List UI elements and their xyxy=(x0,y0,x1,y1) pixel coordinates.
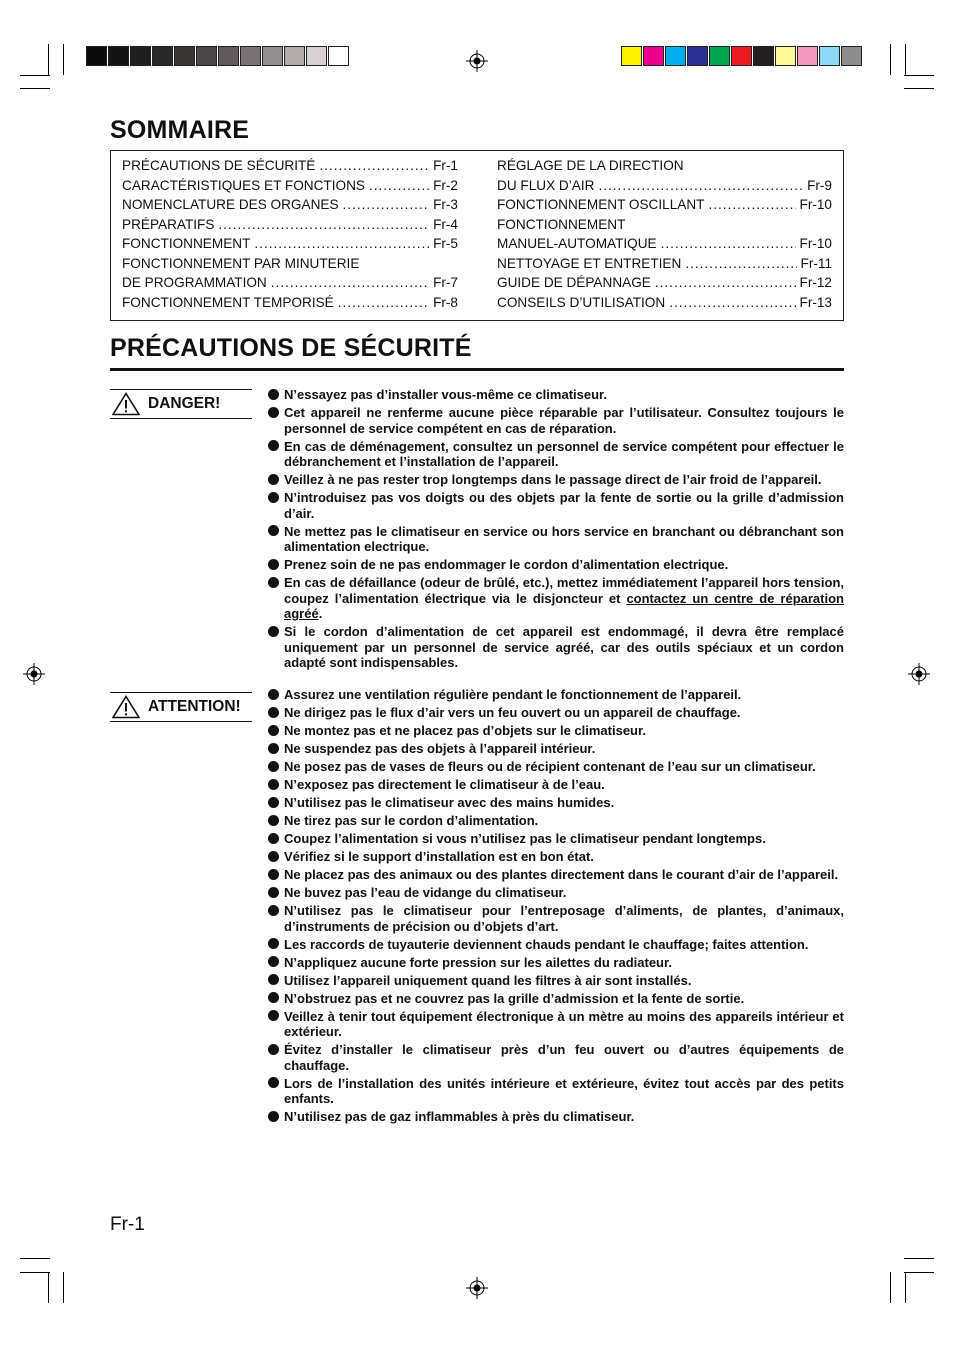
toc-entry xyxy=(122,178,458,198)
toc-entry-page: Fr-10 xyxy=(799,236,832,251)
bullet-item xyxy=(268,973,844,989)
bullet-item-text: Ne mettez pas le climatiseur en service ou hors service en branchant ou débranchant son alimentation electrique. xyxy=(284,523,844,554)
bullet-item xyxy=(268,624,844,671)
gray-color-bar xyxy=(86,46,350,66)
color-swatch xyxy=(709,46,730,66)
toc-entry-title: MANUEL-AUTOMATIQUE xyxy=(497,236,657,251)
toc-leader-dots xyxy=(669,295,795,310)
color-swatch xyxy=(797,46,818,66)
bullet-item: En cas de défaillance (odeur de brûlé, etc.), mettez immédiatement l’appareil hors tension, coupez l’alimentation électrique via le disjoncteur et contactez un centre de réparation agréé. xyxy=(268,575,844,622)
bullet-item-text: Utilisez l’appareil uniquement quand les filtres à air sont installés. xyxy=(284,972,692,988)
bullet-item-text: En cas de défaillance (odeur de brûlé, etc.), mettez immédiatement l’appareil hors tension, coupez l’alimentation électrique via le disjoncteur et xyxy=(284,575,844,606)
toc-entry xyxy=(497,158,832,178)
registration-mark-icon xyxy=(466,50,488,72)
bullet-item xyxy=(268,903,844,934)
bullet-item-text: Ne tirez pas sur le cordon d’alimentation. xyxy=(284,813,539,828)
toc-entry xyxy=(122,256,458,276)
bullet-item-text: N’appliquez aucune forte pression sur les ailettes du radiateur. xyxy=(284,954,672,970)
bullet-item-text: Si le cordon d’alimentation de cet appareil est endommagé, il devra être remplacé uniquement par un personnel de service agréé, car des outils spéciaux et un cordon adapté sont indispensables. xyxy=(284,624,844,670)
bullet-item-text: Vérifiez si le support d’installation est en bon état. xyxy=(284,849,594,864)
registration-mark-icon xyxy=(23,663,45,685)
bullet-item-text: Lors de l’installation des unités intérieure et extérieure, évitez tout accès par des petits enfants. xyxy=(284,1075,844,1106)
toc-entry-page: Fr-11 xyxy=(800,255,832,271)
toc-entry xyxy=(122,158,458,178)
toc-entry xyxy=(497,178,832,198)
toc-entry-title: NOMENCLATURE DES ORGANES xyxy=(122,197,339,212)
table-of-contents xyxy=(110,150,844,321)
bullet-item xyxy=(268,867,844,883)
bullet-item xyxy=(268,759,844,775)
bullet-item-text: Prenez soin de ne pas endommager le cordon d’alimentation electrique. xyxy=(284,557,729,572)
toc-leader-dots xyxy=(655,275,796,290)
attention-list xyxy=(268,687,844,1127)
bullet-item-text: N’introduisez pas vos doigts ou des objets par la fente de sortie ou la grille d’admission d’air. xyxy=(284,490,844,521)
toc-entry-title: FONCTIONNEMENT OSCILLANT xyxy=(497,197,705,212)
color-swatch xyxy=(753,46,774,66)
toc-right-column xyxy=(497,158,832,314)
toc-entry xyxy=(497,275,832,295)
color-swatch xyxy=(218,46,239,66)
toc-leader-dots xyxy=(218,217,429,232)
registration-mark-icon xyxy=(466,1277,488,1299)
bullet-item xyxy=(268,937,844,953)
toc-entry-page: Fr-4 xyxy=(433,216,458,232)
color-swatch xyxy=(108,46,129,66)
toc-leader-dots xyxy=(598,178,803,193)
color-swatch xyxy=(306,46,327,66)
bullet-item xyxy=(268,687,844,703)
toc-leader-dots xyxy=(338,295,429,310)
bullet-item-text: N’utilisez pas le climatiseur avec des mains humides. xyxy=(284,795,615,810)
toc-leader-dots xyxy=(369,178,429,193)
bullet-item xyxy=(268,1109,844,1125)
bullet-item xyxy=(268,813,844,829)
bullet-item xyxy=(268,490,844,521)
sommaire-title: SOMMAIRE xyxy=(110,116,250,144)
toc-entry-page: Fr-1 xyxy=(433,158,458,173)
color-swatch xyxy=(621,46,642,66)
bullet-item xyxy=(268,524,844,555)
color-swatch xyxy=(687,46,708,66)
toc-entry xyxy=(497,236,832,256)
toc-entry-page: Fr-3 xyxy=(433,197,458,212)
bullet-item-text: Ne buvez pas l’eau de vidange du climatiseur. xyxy=(284,885,567,900)
attention-label xyxy=(110,692,252,722)
toc-entry xyxy=(122,236,458,256)
toc-leader-dots xyxy=(343,197,430,212)
toc-entry-page: Fr-5 xyxy=(433,236,458,251)
toc-entry-title: FONCTIONNEMENT PAR MINUTERIE xyxy=(122,255,360,271)
toc-entry-page: Fr-13 xyxy=(799,294,832,310)
registration-mark-icon xyxy=(908,663,930,685)
bullet-item xyxy=(268,955,844,971)
toc-leader-dots xyxy=(708,197,795,212)
toc-entry-title: GUIDE DE DÉPANNAGE xyxy=(497,275,651,290)
safety-title: PRÉCAUTIONS DE SÉCURITÉ xyxy=(110,334,472,362)
toc-leader-dots xyxy=(271,275,429,290)
toc-leader-dots xyxy=(254,236,429,251)
toc-entry-page: Fr-7 xyxy=(433,275,458,290)
bullet-item xyxy=(268,831,844,847)
bullet-item-text: Coupez l’alimentation si vous n’utilisez pas le climatiseur pendant longtemps. xyxy=(284,831,766,846)
page-number: Fr-1 xyxy=(110,1214,145,1235)
bullet-item-text: Ne posez pas de vases de fleurs ou de récipient contenant de l’eau sur un climatiseur. xyxy=(284,759,816,774)
color-swatch xyxy=(130,46,151,66)
toc-entry-title: FONCTIONNEMENT xyxy=(122,236,251,251)
bullet-item xyxy=(268,472,844,488)
bullet-item xyxy=(268,795,844,811)
color-swatch xyxy=(262,46,283,66)
bullet-item-text: Ne suspendez pas des objets à l’appareil intérieur. xyxy=(284,741,596,756)
toc-left-column xyxy=(122,158,458,314)
bullet-item xyxy=(268,1009,844,1040)
toc-entry-page: Fr-12 xyxy=(799,275,832,290)
toc-entry-title: DU FLUX D’AIR xyxy=(497,177,595,193)
bullet-item-text: En cas de déménagement, consultez un personnel de service compétent pour effectuer le débranchement et l’installation de l’appareil. xyxy=(284,438,844,469)
bullet-item-text: N’exposez pas directement le climatiseur à de l’eau. xyxy=(284,777,605,792)
process-color-bar xyxy=(621,46,863,66)
toc-entry-title: RÉGLAGE DE LA DIRECTION xyxy=(497,158,684,173)
bullet-item xyxy=(268,405,844,436)
bullet-item xyxy=(268,723,844,739)
color-swatch xyxy=(731,46,752,66)
danger-list xyxy=(268,387,844,673)
toc-leader-dots xyxy=(685,256,796,271)
color-swatch xyxy=(665,46,686,66)
bullet-item xyxy=(268,777,844,793)
toc-entry xyxy=(497,217,832,237)
toc-entry xyxy=(497,197,832,217)
danger-label-text: DANGER! xyxy=(148,395,221,412)
bullet-item xyxy=(268,849,844,865)
bullet-item-text: Évitez d’installer le climatiseur près d’un feu ouvert ou d’autres équipements de chauffage. xyxy=(284,1042,844,1073)
color-swatch xyxy=(328,46,349,66)
toc-entry-page: Fr-8 xyxy=(433,294,458,310)
attention-label-text: ATTENTION! xyxy=(148,698,241,715)
bullet-item-text: Veillez à ne pas rester trop longtemps dans le passage direct de l’air froid de l’appareil. xyxy=(284,472,822,487)
bullet-item xyxy=(268,705,844,721)
toc-entry xyxy=(497,295,832,315)
toc-entry xyxy=(122,217,458,237)
bullet-item xyxy=(268,885,844,901)
color-swatch xyxy=(152,46,173,66)
toc-entry-page: Fr-10 xyxy=(799,197,832,212)
bullet-item xyxy=(268,1076,844,1107)
bullet-item-text: N’utilisez pas de gaz inflammables à près du climatiseur. xyxy=(284,1109,635,1124)
toc-entry-title: PRÉCAUTIONS DE SÉCURITÉ xyxy=(122,158,316,173)
bullet-item xyxy=(268,1042,844,1073)
color-swatch xyxy=(819,46,840,66)
color-swatch xyxy=(841,46,862,66)
bullet-item xyxy=(268,387,844,403)
color-swatch xyxy=(643,46,664,66)
toc-entry xyxy=(122,275,458,295)
toc-entry-title: PRÉPARATIFS xyxy=(122,216,215,232)
section-rule xyxy=(110,368,844,371)
bullet-item xyxy=(268,991,844,1007)
color-swatch xyxy=(240,46,261,66)
bullet-item-text: Assurez une ventilation régulière pendant le fonctionnement de l’appareil. xyxy=(284,687,742,702)
color-swatch xyxy=(86,46,107,66)
bullet-item-text: Ne dirigez pas le flux d’air vers un feu ouvert ou un appareil de chauffage. xyxy=(284,705,741,720)
toc-entry-title: FONCTIONNEMENT TEMPORISÉ xyxy=(122,294,334,310)
toc-entry xyxy=(122,295,458,315)
color-swatch xyxy=(174,46,195,66)
bullet-item-text: N’utilisez pas le climatiseur pour l’entreposage d’aliments, de plantes, d’animaux, d’instruments de précision ou d’objets d’art. xyxy=(284,903,844,934)
toc-entry-title: FONCTIONNEMENT xyxy=(497,216,626,232)
toc-entry xyxy=(497,256,832,276)
bullet-item xyxy=(268,557,844,573)
danger-label xyxy=(110,389,252,419)
bullet-item xyxy=(268,439,844,470)
toc-leader-dots xyxy=(661,236,796,251)
bullet-item-text: Cet appareil ne renferme aucune pièce réparable par l’utilisateur. Consultez toujours le personnel de service compétent en cas de réparation. xyxy=(284,405,844,436)
toc-entry-title: CARACTÉRISTIQUES ET FONCTIONS xyxy=(122,177,365,193)
bullet-item-text: N’essayez pas d’installer vous-même ce climatiseur. xyxy=(284,387,607,402)
toc-entry-title: NETTOYAGE ET ENTRETIEN xyxy=(497,255,682,271)
color-swatch xyxy=(196,46,217,66)
toc-entry xyxy=(122,197,458,217)
warning-triangle-icon xyxy=(112,695,140,719)
bullet-item-text: N’obstruez pas et ne couvrez pas la grille d’admission et la fente de sortie. xyxy=(284,990,745,1006)
repair-center-link-text: contactez un centre de réparation agréé xyxy=(284,590,844,621)
warning-triangle-icon xyxy=(112,392,140,416)
bullet-item-text: Les raccords de tuyauterie deviennent chauds pendant le chauffage; faites attention. xyxy=(284,936,809,952)
bullet-item-text: Ne montez pas et ne placez pas d’objets sur le climatiseur. xyxy=(284,723,646,738)
bullet-item xyxy=(268,741,844,757)
toc-entry-title: CONSEILS D’UTILISATION xyxy=(497,294,666,310)
color-swatch xyxy=(284,46,305,66)
toc-entry-page: Fr-2 xyxy=(433,177,458,193)
toc-leader-dots xyxy=(319,158,429,173)
bullet-item-text: Veillez à tenir tout équipement électronique à un mètre au moins des appareils intérieur et extérieur. xyxy=(284,1008,844,1039)
toc-entry-page: Fr-9 xyxy=(807,177,832,193)
color-swatch xyxy=(775,46,796,66)
bullet-item-text: Ne placez pas des animaux ou des plantes directement dans le courant d’air de l’appareil. xyxy=(284,867,839,882)
toc-entry-title: DE PROGRAMMATION xyxy=(122,275,267,290)
